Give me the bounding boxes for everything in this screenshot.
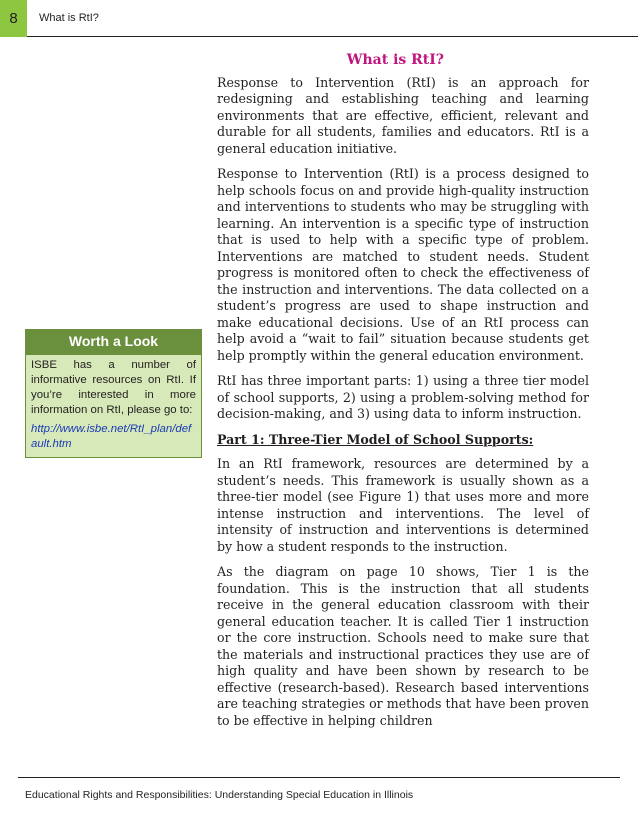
paragraph: Response to Intervention (RtI) is a process designed to help schools focus on and provide high-quality instruction and interventions to students who may be struggling with learning. An intervention is a specific type of instruction that is used to help with a specific type of problem. Interventions are matched to student needs. Student progress is monitored often to check the effectiveness of the instruction and interventions. The data collected on a student’s progress are used to shape instruction and make educational decisions. Use of an RtI process can help avoid a “wait to fail” situation because students get help promptly within the general education environment. (217, 166, 589, 363)
footer-divider (18, 777, 620, 778)
footer-text: Educational Rights and Responsibilities: Understanding Special Education in Illinois (25, 789, 414, 801)
worth-a-look-sidebar (25, 329, 202, 458)
page-number: 8 (9, 10, 18, 27)
sidebar-body (25, 354, 202, 458)
sidebar-title: Worth a Look (25, 329, 202, 354)
section-heading: Part 1: Three-Tier Model of School Supports: (217, 431, 534, 447)
page-title: What is RtI? (346, 52, 444, 68)
header-divider (27, 36, 638, 37)
paragraph: RtI has three important parts: 1) using a three tier model of school supports, 2) using a problem-solving method for decision-making, and 3) using data to inform instruction. (217, 373, 589, 421)
paragraph: Response to Intervention (RtI) is an approach for redesigning and establishing teaching and learning environments that are effective, efficient, relevant and durable for all students, families and educators. RtI is a general education initiative. (217, 74, 589, 156)
paragraph: In an RtI framework, resources are determined by a student’s needs. This framework is usually shown as a three-tier model (see Figure 1) that uses more and more intense instruction and interventions. The level of intensity of instruction and interventions is determined by how a student responds to the instruction. (217, 456, 589, 554)
paragraph: As the diagram on page 10 shows, Tier 1 is the foundation. This is the instruction that all students receive in the general education classroom with their general education teacher. It is called Tier 1 instruction or the core instruction. Schools need to make sure that the materials and instructional practices they use are of high quality and have been shown by research to be effective (research-based). Research based interventions are teaching strategies or methods that have been proven to be effective in helping children (217, 564, 589, 728)
isbe-link[interactable]: http://www.isbe.net/RtI_plan/default.htm (31, 423, 192, 450)
page-number-badge (0, 0, 27, 37)
main-content (217, 52, 589, 738)
running-title: What is RtI? (39, 12, 99, 24)
sidebar-text: ISBE has a number of informative resources on RtI. If you’re interested in more information on RtI, please go to: (31, 359, 196, 416)
